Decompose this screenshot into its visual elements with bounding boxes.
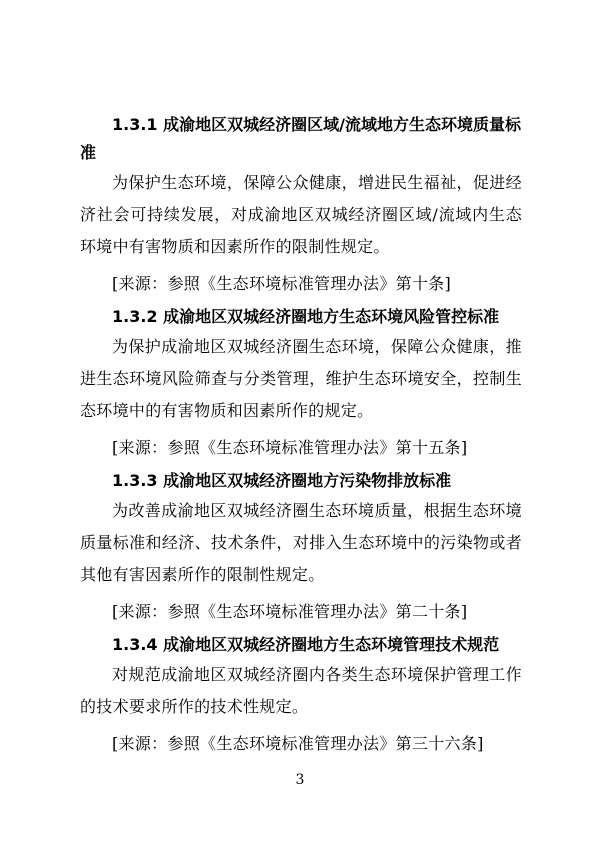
section-source: [来源：参照《生态环境标准管理办法》第二十条] [112, 602, 468, 621]
section-title: 成渝地区双城经济圈地方污染物排放标准 [163, 471, 452, 490]
section-number: 1.3.3 [112, 471, 158, 490]
section-heading [80, 467, 522, 495]
section-title: 成渝地区双城经济圈地方生态环境风险管控标准 [163, 307, 500, 326]
section-source: [来源：参照《生态环境标准管理办法》第三十六条] [112, 734, 484, 753]
section-heading [80, 111, 522, 167]
document-content [80, 111, 522, 759]
section-heading [80, 631, 522, 659]
section-body: 对规范成渝地区双城经济圈内各类生态环境保护管理工作的技术要求所作的技术性规定。 [80, 665, 522, 716]
section-source: [来源：参照《生态环境标准管理办法》第十条] [112, 274, 452, 293]
section-1-3-1 [80, 111, 522, 299]
section-heading [80, 303, 522, 331]
section-number: 1.3.1 [112, 115, 158, 134]
section-1-3-4 [80, 631, 522, 759]
section-body: 为保护生态环境，保障公众健康，增进民生福祉，促进经济社会可持续发展，对成渝地区双城经济圈区域/流域内生态环境中有害物质和因素所作的限制性规定。 [80, 173, 522, 256]
section-number: 1.3.4 [112, 635, 158, 654]
section-title: 成渝地区双城经济圈区域/流域地方生态环境质量标准 [80, 115, 521, 162]
section-body: 为改善成渝地区双城经济圈生态环境质量，根据生态环境质量标准和经济、技术条件，对排入生态环境中的污染物或者其他有害因素所作的限制性规定。 [80, 501, 522, 584]
section-1-3-3 [80, 467, 522, 627]
section-number: 1.3.2 [112, 307, 158, 326]
section-body: 为保护成渝地区双城经济圈生态环境，保障公众健康，推进生态环境风险筛查与分类管理，维护生态环境安全，控制生态环境中的有害物质和因素所作的规定。 [80, 337, 522, 420]
page-number: 3 [295, 772, 305, 788]
section-1-3-2 [80, 303, 522, 463]
section-source: [来源：参照《生态环境标准管理办法》第十五条] [112, 438, 468, 457]
section-title: 成渝地区双城经济圈地方生态环境管理技术规范 [163, 635, 500, 654]
